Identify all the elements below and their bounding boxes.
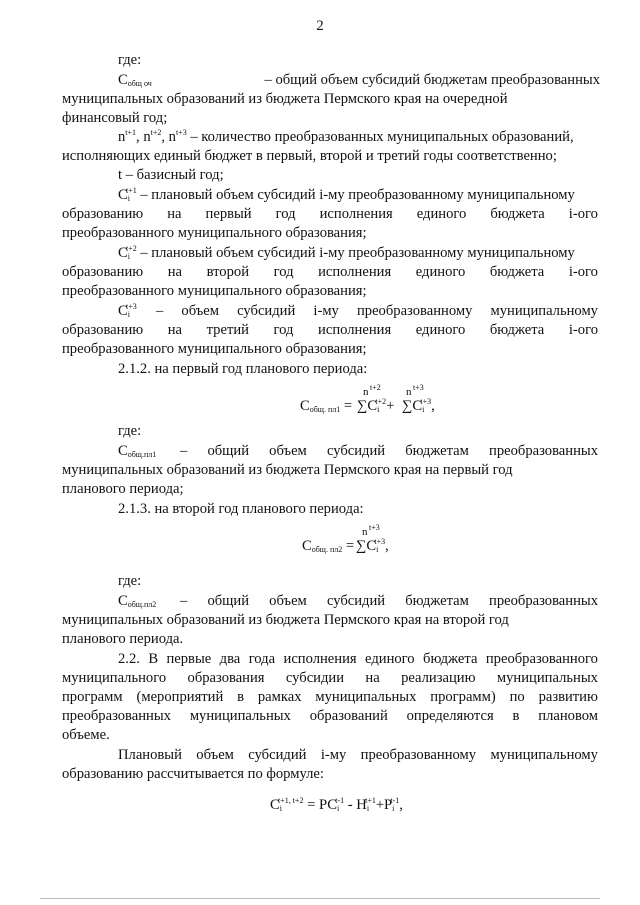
ci-t3-symbol: $С_i^{t+3}$	[118, 302, 137, 319]
c-pl1-line3: планового периода;	[62, 481, 184, 497]
c-pl2-symbol: $С_{общ.пл2}$	[118, 593, 157, 609]
ci-t1-definition: $С_i^{t+1}$ – плановый объем субсидий i-му преобразованному муниципальному	[118, 186, 575, 203]
plan-paragraph-line2: образованию рассчитывается по формуле:	[62, 766, 324, 782]
page-number: 2	[316, 18, 324, 34]
c-pl2-line3: планового периода.	[62, 631, 184, 647]
formula-plan-year2: $С_{общ. пл2}$ = n t+3 $\sum С_i^{t+3}$,	[302, 523, 389, 554]
formula-plan-year1: $С_{общ. пл1}$ = n t+2 $\sum С_i^{t+2}+$ n t+3 $\sum С_i^{t+3}$,	[300, 383, 435, 414]
paragraph-2-2-line4: преобразованных муниципальных образований определяются в плановом	[62, 708, 598, 724]
ci-t2-line3: преобразованного муниципального образования;	[62, 283, 367, 299]
paragraph-2-2-line3: программ (мероприятий в рамках муниципальных программ) по развитию	[62, 689, 598, 705]
formula-plan-subsidy: $С_i^{t+1, t+2} = РС_i^{t-1} - Н_i^{t+1}+Р_i^{t-1}$,	[270, 796, 403, 813]
ci-t3-line2: образованию на третий год исполнения единого бюджета i-ого	[62, 322, 598, 338]
c-obsh-och-definition: – общий объем субсидий бюджетам преобразованных	[264, 72, 600, 88]
n-definition: $n^{t+1}$, $n^{t+2}$, $n^{t+3}$ – количество преобразованных муниципальных образований,	[118, 128, 574, 145]
n-definition-line2: исполняющих единый бюджет в первый, второй и третий годы соответственно;	[62, 148, 557, 164]
c-pl2-line2: муниципальных образований из бюджета Пермского края на второй год	[62, 612, 509, 628]
c-obsh-och-symbol: $С_{общ оч}$	[118, 72, 152, 88]
ci-t1-line3: преобразованного муниципального образования;	[62, 225, 367, 241]
plan-paragraph-line1: Плановый объем субсидий i-му преобразованному муниципальному	[118, 747, 598, 763]
c-pl2-definition: – общий объем субсидий бюджетам преобразованных	[180, 593, 598, 609]
c-pl1-line2: муниципальных образований из бюджета Пермского края на первый год	[62, 462, 513, 478]
c-obsh-och-line2: муниципальных образований из бюджета Пермского края на очередной	[62, 91, 508, 107]
scan-bottom-edge	[40, 898, 600, 899]
section-2-1-3: 2.1.3. на второй год планового периода:	[118, 501, 364, 517]
paragraph-2-2-line2: муниципального образования субсидии на реализацию муниципальных	[62, 670, 598, 686]
ci-t3-line3: преобразованного муниципального образования;	[62, 341, 367, 357]
c-pl1-definition: – общий объем субсидий бюджетам преобразованных	[180, 443, 598, 459]
section-2-1-2: 2.1.2. на первый год планового периода:	[118, 361, 368, 377]
ci-t2-line2: образованию на второй год исполнения единого бюджета i-ого	[62, 264, 598, 280]
paragraph-2-2-line1: 2.2. В первые два года исполнения единого бюджета преобразованного	[118, 651, 598, 667]
c-pl1-symbol: $С_{общ.пл1}$	[118, 443, 157, 459]
where-label-3: где:	[118, 573, 142, 589]
where-label-2: где:	[118, 423, 142, 439]
ci-t2-definition: $С_i^{t+2}$ – плановый объем субсидий i-му преобразованному муниципальному	[118, 244, 575, 261]
where-label: где:	[118, 52, 142, 68]
ci-t1-line2: образованию на первый год исполнения единого бюджета i-ого	[62, 206, 598, 222]
ci-t3-definition: – объем субсидий i-му преобразованному муниципальному	[156, 303, 598, 319]
c-obsh-och-line3: финансовый год;	[62, 110, 168, 126]
t-definition: t – базисный год;	[118, 167, 224, 183]
paragraph-2-2-line5: объеме.	[62, 727, 110, 743]
